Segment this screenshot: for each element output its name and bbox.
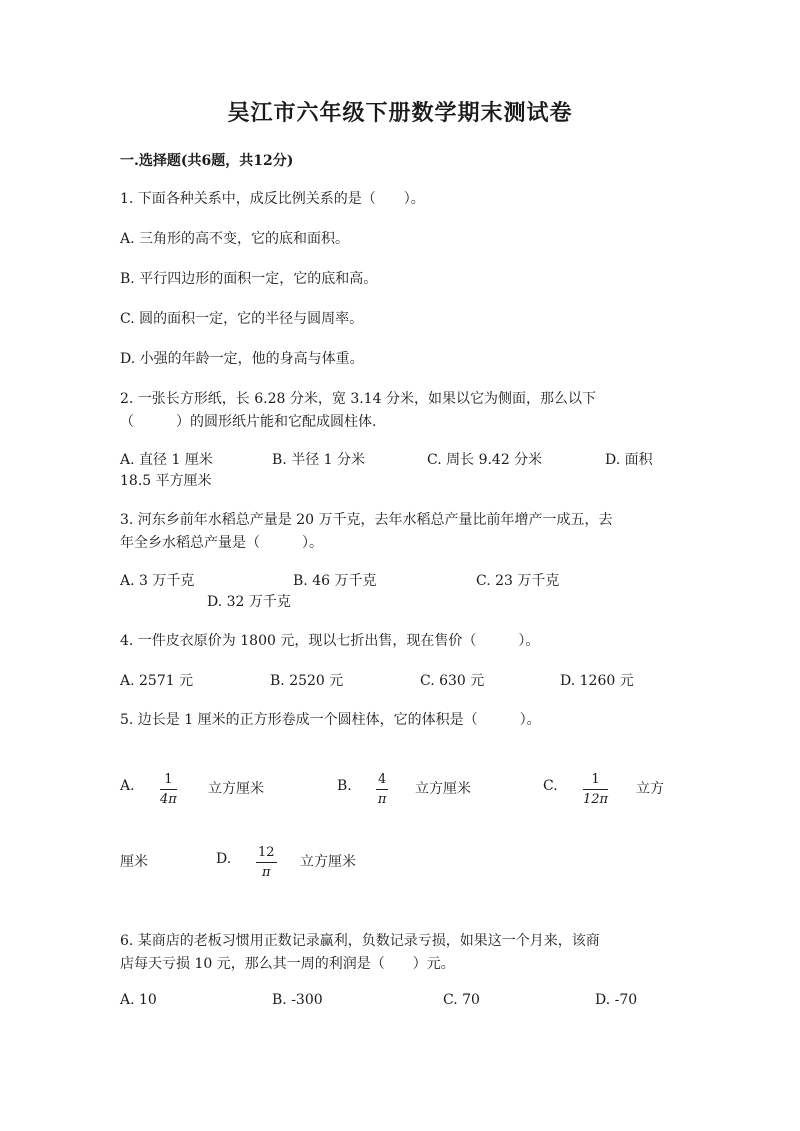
q5-option-b-unit: 立方厘米 [415, 781, 471, 797]
q4-stem: 4. 一件皮衣原价为 1800 元，现以七折出售，现在售价（ ）。 [120, 633, 540, 649]
q3-option-a: A. 3 万千克 [120, 573, 195, 589]
q3-stem-line2: 年全乡水稻总产量是（ ）。 [120, 535, 323, 551]
q6-stem-line2: 店每天亏损 10 元，那么其一周的利润是（ ）元。 [120, 956, 455, 972]
q5-option-a-fraction [160, 772, 177, 807]
q2-option-a: A. 直径 1 厘米 [120, 452, 213, 468]
q5-option-b-fraction [376, 772, 388, 807]
fraction-denominator: π [262, 865, 271, 880]
q2-option-d-cont: 18.5 平方厘米 [120, 473, 212, 489]
q5-option-c-unit: 立方 [636, 781, 664, 797]
q4-option-a: A. 2571 元 [120, 673, 194, 689]
q3-option-c: C. 23 万千克 [476, 573, 560, 589]
fraction-numerator: 12 [258, 845, 275, 860]
q5-stem: 5. 边长是 1 厘米的正方形卷成一个圆柱体，它的体积是（ ）。 [120, 712, 541, 728]
q5-option-b-label: B. [337, 778, 352, 794]
q2-option-b: B. 半径 1 分米 [272, 452, 365, 468]
q5-option-d-fraction [256, 845, 277, 880]
q4-option-c: C. 630 元 [420, 673, 485, 689]
q1-option-b: B. 平行四边形的面积一定，它的底和高。 [120, 271, 378, 287]
fraction-denominator: π [377, 792, 387, 807]
q1-option-a: A. 三角形的高不变，它的底和面积。 [120, 231, 350, 247]
q5-option-d-unit: 立方厘米 [300, 854, 356, 870]
q3-stem-line1: 3. 河东乡前年水稻总产量是 20 万千克，去年水稻总产量比前年增产一成五，去 [120, 512, 613, 528]
q1-option-c: C. 圆的面积一定，它的半径与圆周率。 [120, 311, 364, 327]
q3-option-d: D. 32 万千克 [207, 594, 291, 610]
section-heading: 一.选择题(共6题，共12分) [120, 153, 294, 169]
q4-option-d: D. 1260 元 [560, 673, 634, 689]
fraction-numerator: 1 [591, 772, 600, 787]
q5-option-c-label: C. [543, 778, 558, 794]
q4-option-b: B. 2520 元 [270, 673, 344, 689]
q6-option-a: A. 10 [120, 992, 157, 1008]
q6-option-d: D. -70 [595, 992, 638, 1008]
fraction-numerator: 4 [378, 772, 387, 787]
q2-stem-line2: （ ）的圆形纸片能和它配成圆柱体. [120, 414, 377, 430]
q6-option-b: B. -300 [272, 992, 323, 1008]
q1-stem: 1. 下面各种关系中，成反比例关系的是（ ）。 [120, 191, 425, 207]
q6-option-c: C. 70 [443, 992, 480, 1008]
page-title: 吴江市六年级下册数学期末测试卷 [227, 100, 573, 126]
q5-option-d-label: D. [216, 851, 232, 867]
q1-option-d: D. 小强的年龄一定，他的身高与体重。 [120, 351, 364, 367]
q3-option-b: B. 46 万千克 [293, 573, 377, 589]
q5-option-a-unit: 立方厘米 [208, 781, 264, 797]
q5-option-a-label: A. [120, 778, 135, 794]
q6-stem-line1: 6. 某商店的老板习惯用正数记录赢利，负数记录亏损，如果这一个月来，该商 [120, 933, 600, 949]
fraction-denominator: 12π [583, 792, 609, 807]
q5-option-c-fraction [583, 772, 608, 807]
fraction-denominator: 4π [160, 792, 177, 807]
q5-option-c-unit-cont: 厘米 [120, 854, 148, 870]
fraction-numerator: 1 [164, 772, 173, 787]
q2-option-d: D. 面积 [605, 452, 653, 468]
q2-stem-line1: 2. 一张长方形纸，长 6.28 分米，宽 3.14 分米，如果以它为侧面，那么以下 [120, 391, 596, 407]
q2-option-c: C. 周长 9.42 分米 [427, 452, 543, 468]
